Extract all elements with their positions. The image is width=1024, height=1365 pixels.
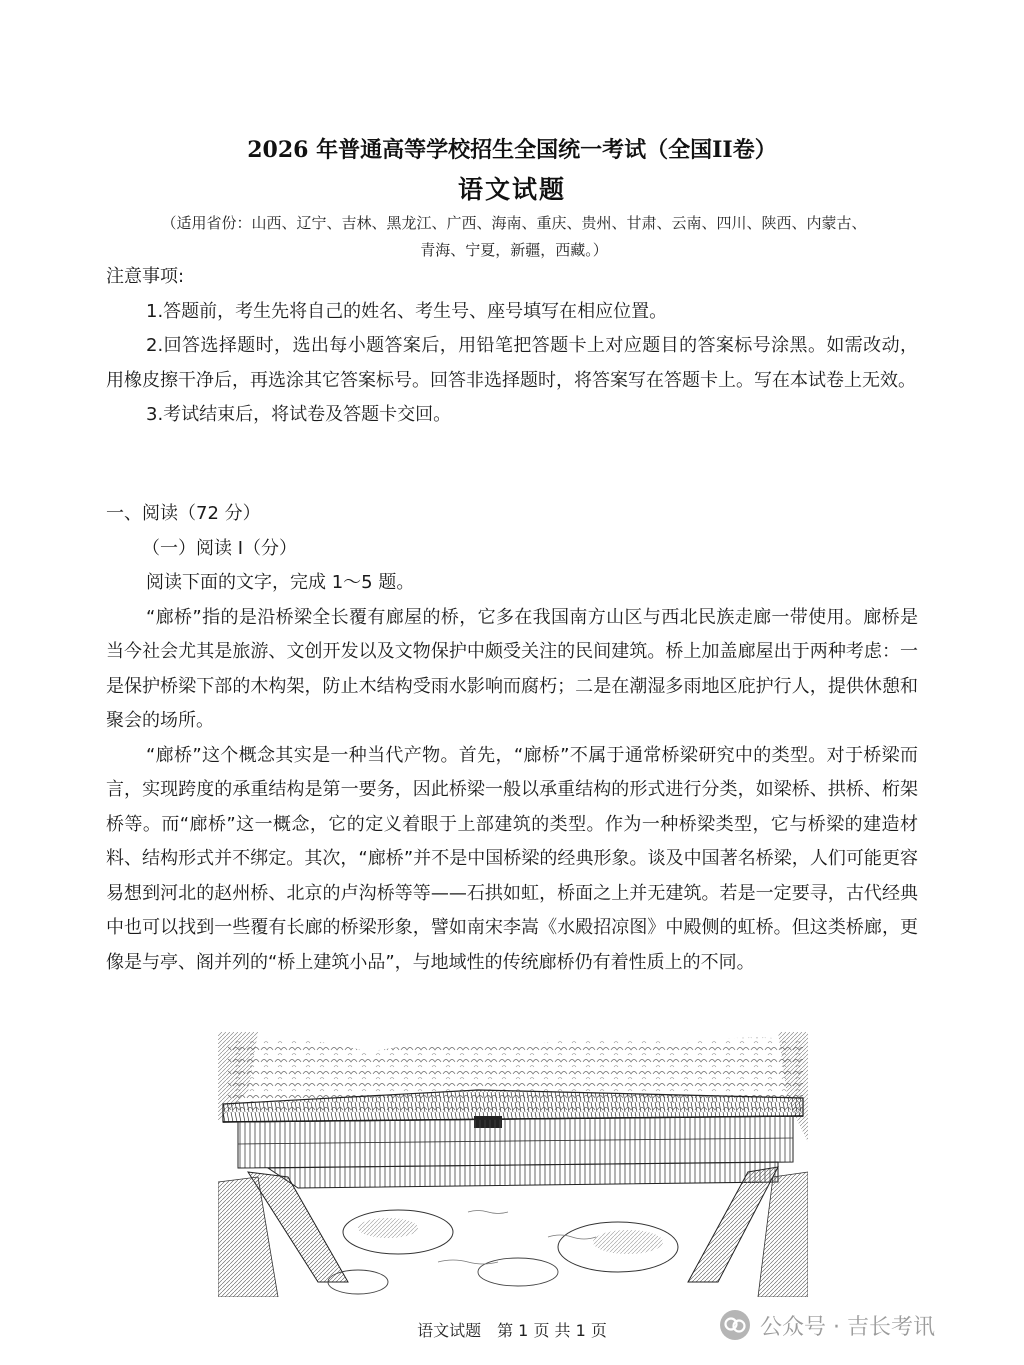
notice-item-2: 2.回答选择题时，选出每小题答案后，用铅笔把答题卡上对应题目的答案标号涂黑。如需改动，用橡皮擦干净后，再选涂其它答案标号。回答非选择题时，将答案写在答题卡上。写在本试卷上无效。 <box>106 335 918 391</box>
exam-title: 2026 年普通高等学校招生全国统一考试（全国II卷） <box>247 137 777 163</box>
wechat-official-account-icon <box>718 1308 752 1342</box>
covered-bridge-sketch <box>218 1032 808 1297</box>
applicable-provinces <box>108 210 920 264</box>
passage-paragraph-2: “廊桥”这个概念其实是一种当代产物。首先，“廊桥”不属于通常桥梁研究中的类型。对于桥梁而言，实现跨度的承重结构是第一要务，因此桥梁一般以承重结构的形式进行分类，如梁桥、拱桥、桁架桥等。而“廊桥”这一概念，它的定义着眼于上部建筑的类型。作为一种桥梁类型，它与桥梁的建造材料、结构形式并不绑定。其次，“廊桥”并不是中国桥梁的经典形象。谈及中国著名桥梁，人们可能更容易想到河北的赵州桥、北京的卢沟桥等等——石拱如虹，桥面之上并无建筑。若是一定要寻，古代经典中也可以找到一些覆有长廊的桥梁形象，譬如南宋李嵩《水殿招凉图》中殿侧的虹桥。但这类桥廊，更像是与亭、阁并列的“桥上建筑小品”，与地域性的传统廊桥仍有着性质上的不同。 <box>106 744 918 973</box>
provinces-line-1: （适用省份：山西、辽宁、吉林、黑龙江、广西、海南、重庆、贵州、甘肃、云南、四川、陕西、内蒙古、 <box>161 214 867 232</box>
page-footer: 语文试题 第 1 页 共 1 页 <box>417 1321 607 1340</box>
reading-section <box>106 497 918 980</box>
passage-paragraph-1: “廊桥”指的是沿桥梁全长覆有廊屋的桥，它多在我国南方山区与西北民族走廊一带使用。廊桥是当今社会尤其是旅游、文创开发以及文物保护中颇受关注的民间建筑。桥上加盖廊屋出于两种考虑：一是保护桥梁下部的木构架，防止木结构受雨水影响而腐朽；二是在潮湿多雨地区庇护行人，提供休憩和聚会的场所。 <box>106 606 918 731</box>
exam-subtitle: 语文试题 <box>457 175 566 204</box>
covered-bridge-illustration <box>218 1032 808 1297</box>
section-heading: 一、阅读（72 分） <box>106 503 261 524</box>
watermark <box>718 1308 935 1342</box>
subsection-heading: （一）阅读 I（分） <box>142 537 298 559</box>
watermark-text: 公众号 · 吉长考讯 <box>760 1314 935 1340</box>
provinces-line-2: 青海、宁夏，新疆，西藏。） <box>420 241 608 259</box>
notice-item-3: 3.考试结束后，将试卷及答题卡交回。 <box>146 404 452 425</box>
reading-instruction: 阅读下面的文字，完成 1～5 题。 <box>146 572 415 593</box>
notice-item-1: 1.答题前，考生先将自己的姓名、考生号、座号填写在相应位置。 <box>146 300 668 322</box>
notice-heading: 注意事项: <box>106 266 185 287</box>
notice-section <box>106 260 918 433</box>
